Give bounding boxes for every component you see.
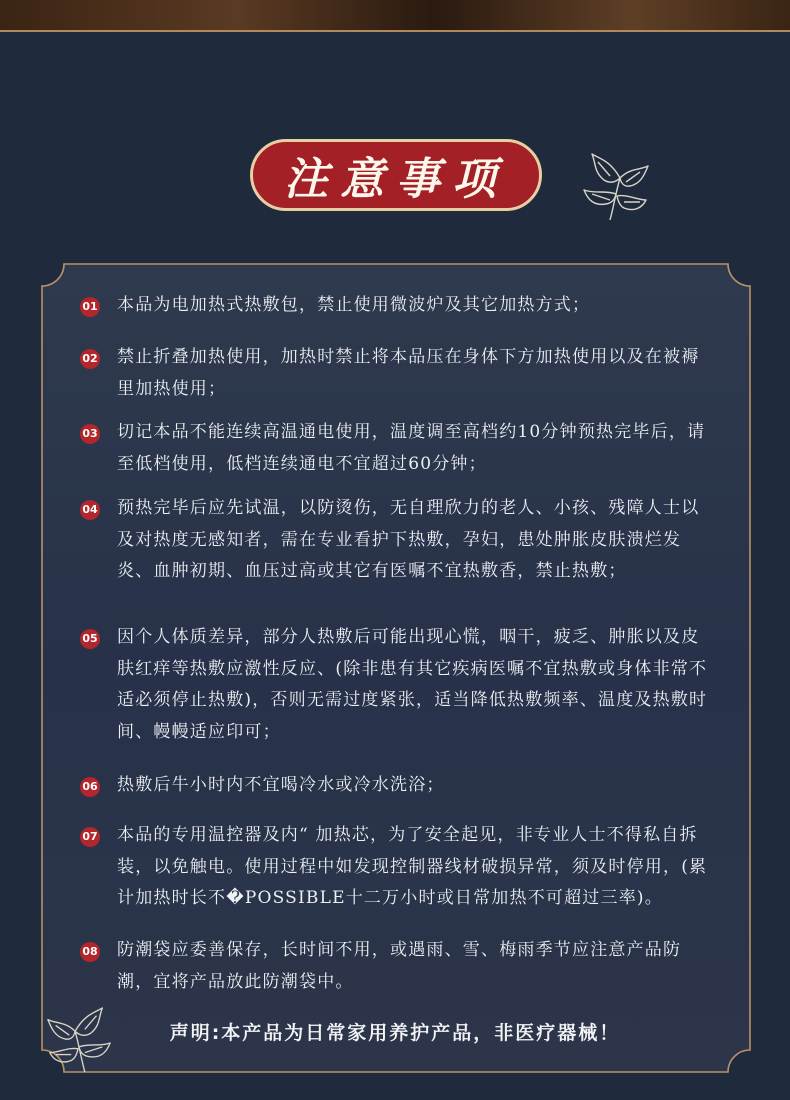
item-number: 01 bbox=[80, 297, 100, 317]
item-number: 08 bbox=[80, 942, 100, 962]
item-number: 05 bbox=[80, 629, 100, 649]
list-item bbox=[80, 820, 720, 915]
list-item bbox=[80, 770, 720, 802]
item-number: 04 bbox=[80, 500, 100, 520]
item-number: 03 bbox=[80, 424, 100, 444]
item-text: 本品的专用温控器及内“ 加热芯，为了安全起见，非专业人士不得私自拆装，以免触电。使用过程中如发现控制器线材破损异常，须及时停用，(累计加热时长不�POSSIBLE十二万小时或日常加热不可超过三率)。 bbox=[117, 825, 708, 908]
item-number: 06 bbox=[80, 777, 100, 797]
list-item bbox=[80, 493, 720, 588]
item-text: 防潮袋应委善保存，长时间不用，或遇雨、雪、梅雨季节应注意产品防潮，宜将产品放此防潮袋中。 bbox=[117, 940, 682, 992]
title-badge bbox=[250, 139, 542, 211]
list-item bbox=[80, 290, 720, 322]
list-item bbox=[80, 417, 720, 480]
item-number: 02 bbox=[80, 349, 100, 369]
top-gold-rule bbox=[0, 30, 790, 32]
item-text: 因个人体质差异，部分人热敷后可能出现心慌，咽干，疲乏、肿胀以及皮肤红痒等热敷应激性反应、(除非患有其它疾病医嘱不宜热敷或身体非常不适必须停止热敷)，否则无需过度紧张，适当降低热敷频率、温度及热敷时间、幔幔适应印可； bbox=[117, 627, 708, 742]
leaf-ornament-icon bbox=[580, 150, 652, 226]
page-title: 注意事项 bbox=[284, 154, 508, 205]
leaf-ornament-icon bbox=[44, 1004, 114, 1078]
list-item bbox=[80, 935, 720, 998]
list-item bbox=[80, 622, 720, 748]
item-text: 禁止折叠加热使用，加热时禁止将本品压在身体下方加热使用以及在被褥里加热使用； bbox=[117, 347, 700, 399]
top-wood-band bbox=[0, 0, 790, 30]
item-text: 本品为电加热式热敷包，禁止使用微波炉及其它加热方式； bbox=[117, 295, 591, 315]
item-text: 预热完毕后应先试温，以防烫伤，无自理欣力的老人、小孩、残障人士以及对热度无感知者，需在专业看护下热敷，孕妇，患处肿胀皮肤溃烂发炎、血肿初期、血压过高或其它有医嘱不宜热敷香，禁止热敷； bbox=[117, 498, 700, 581]
item-number: 07 bbox=[80, 827, 100, 847]
item-text: 切记本品不能连续高温通电使用，温度调至高档约10分钟预热完毕后，请至低档使用，低档连续通电不宜超过60分钟； bbox=[117, 422, 706, 474]
item-text: 热敷后牛小时内不宜喝冷水或冷水洗浴； bbox=[117, 775, 445, 795]
disclaimer-statement: 声明:本产品为日常家用养护产品，非医疗器械！ bbox=[169, 1022, 621, 1044]
list-item bbox=[80, 342, 720, 405]
